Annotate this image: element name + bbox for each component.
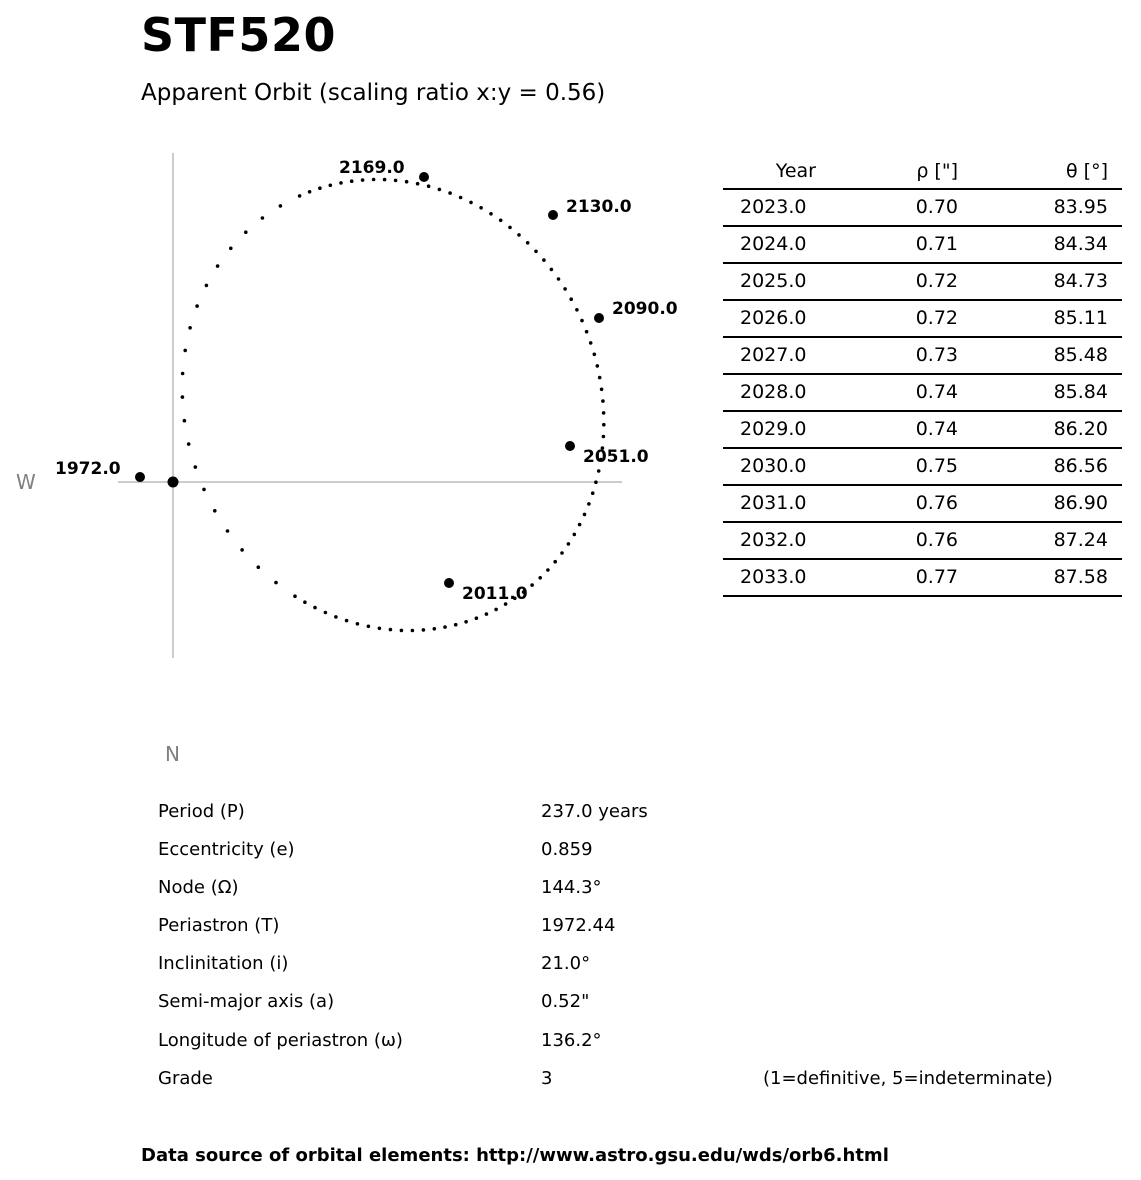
orbit-point [597,469,601,473]
epoch-marks [55,158,678,604]
orbit-dots [181,178,606,633]
orbit-point [494,608,498,612]
orbit-point [329,184,333,188]
orbit-point [538,576,542,580]
rho-cell: 0.77 [826,559,972,596]
orbit-point [394,179,398,183]
orbit-point [591,491,595,495]
rho-cell: 0.70 [826,189,972,226]
element-value: 144.3° [541,877,602,899]
element-value: 3 [541,1067,553,1089]
orbit-point [517,233,521,237]
orbit-point [318,186,322,190]
orbit-point [205,284,209,288]
orbit-point [183,419,187,423]
orbit-point [293,594,297,598]
table-row [723,411,1122,448]
theta-cell: 86.56 [972,448,1122,485]
epoch-point [419,172,429,182]
orbit-point [602,435,606,439]
year-cell: 2026.0 [723,300,826,337]
orbit-point [356,622,360,626]
orbit-point [187,442,191,446]
orbit-point [560,551,564,555]
orbit-point [350,179,354,183]
orbit-point [602,411,606,415]
rho-cell: 0.75 [826,448,972,485]
epoch-label: 2130.0 [566,197,632,217]
orbit-point [216,264,220,268]
orbit-point [578,523,582,527]
theta-cell: 83.95 [972,189,1122,226]
rho-cell: 0.71 [826,226,972,263]
ephemeris-body [723,189,1122,596]
orbit-point [459,196,463,200]
orbit-point [181,372,185,376]
orbit-point [427,184,431,188]
orbit-point [372,178,376,182]
theta-cell: 84.34 [972,226,1122,263]
theta-cell: 85.48 [972,337,1122,374]
orbit-point [594,480,598,484]
element-label: Periastron (T) [158,915,280,937]
orbit-point [303,600,307,604]
table-row [723,337,1122,374]
epoch-point [444,578,454,588]
orbit-point [188,326,192,330]
header-rho: ρ ["] [826,157,972,189]
year-cell: 2028.0 [723,374,826,411]
orbit-point [422,628,426,632]
element-label: Longitude of periastron (ω) [158,1029,403,1051]
orbit-point [589,341,593,345]
orbit-point [464,620,468,624]
epoch-point [135,472,145,482]
orbit-point [553,560,557,564]
orbit-point [596,364,600,368]
epoch-label: 2051.0 [583,447,649,467]
orbit-point [298,194,302,198]
orbit-point [469,201,473,205]
primary-star [168,477,179,488]
north-label: N [165,742,180,766]
orbit-point [308,190,312,194]
orbit-point [345,619,349,623]
ephemeris-table [723,157,1122,597]
orbit-point [183,349,187,353]
page-title: STF520 [141,8,336,62]
orbit-point [448,191,452,195]
orbit-point [443,625,447,629]
orbit-point [213,509,217,513]
rho-cell: 0.76 [826,522,972,559]
element-value: 0.859 [541,839,593,861]
page-subtitle: Apparent Orbit (scaling ratio x:y = 0.56) [141,80,606,106]
element-value: 0.52" [541,991,590,1013]
orbit-point [587,502,591,506]
orbit-point [601,399,605,403]
theta-cell: 85.84 [972,374,1122,411]
orbit-point [195,304,199,308]
orbit-point [274,581,278,585]
header-year: Year [723,157,826,189]
orbit-point [313,606,317,610]
orbit-point [324,611,328,615]
data-source: Data source of orbital elements: http://www.astro.gsu.edu/wds/orb6.html [141,1145,889,1166]
orbit-point [261,216,265,220]
theta-cell: 85.11 [972,300,1122,337]
theta-cell: 86.20 [972,411,1122,448]
table-row [723,448,1122,485]
theta-cell: 84.73 [972,263,1122,300]
orbit-point [383,178,387,182]
table-row [723,300,1122,337]
year-cell: 2024.0 [723,226,826,263]
orbit-point [361,178,365,182]
rho-cell: 0.76 [826,485,972,522]
orbit-point [600,388,604,392]
theta-cell: 86.90 [972,485,1122,522]
orbit-point [563,287,567,291]
orbit-point [573,533,577,537]
orbit-point [334,615,338,619]
orbit-point [339,181,343,185]
orbit-point [454,623,458,627]
orbit-point [244,230,248,234]
orbit-point [416,182,420,186]
orbit-point [229,247,233,251]
orbit-point [226,529,230,533]
element-label: Eccentricity (e) [158,839,295,861]
ephemeris-header-row [723,157,1122,189]
orbit-point [489,212,493,216]
orbit-point [593,353,597,357]
element-value: 237.0 years [541,801,648,822]
orbit-point [433,627,437,631]
epoch-label: 2090.0 [612,299,678,319]
epoch-label: 1972.0 [55,459,121,479]
orbit-point [598,376,602,380]
element-label: Node (Ω) [158,877,239,899]
element-label: Grade [158,1067,213,1089]
orbit-point [411,629,415,633]
orbit-point [202,488,206,492]
west-label: W [16,470,36,494]
epoch-label: 2011.0 [462,584,528,604]
table-row [723,522,1122,559]
orbit-point [181,395,185,399]
orbit-point [569,297,573,301]
header-theta: θ [°] [972,157,1122,189]
table-row [723,485,1122,522]
orbit-point [534,250,538,254]
orbit-point [240,548,244,552]
table-row [723,263,1122,300]
epoch-point [594,313,604,323]
orbit-point [585,330,589,334]
orbit-point [546,568,550,572]
year-cell: 2032.0 [723,522,826,559]
orbit-point [475,616,479,620]
year-cell: 2023.0 [723,189,826,226]
element-value: 1972.44 [541,915,616,937]
element-value: 136.2° [541,1029,602,1051]
rho-cell: 0.72 [826,263,972,300]
year-cell: 2029.0 [723,411,826,448]
orbit-point [479,206,483,210]
year-cell: 2027.0 [723,337,826,374]
epoch-label: 2169.0 [339,158,405,178]
element-value: 21.0° [541,953,591,975]
orbit-point [567,542,571,546]
table-row [723,189,1122,226]
year-cell: 2030.0 [723,448,826,485]
year-cell: 2031.0 [723,485,826,522]
orbit-point [575,308,579,312]
orbit-point [257,565,261,569]
epoch-point [548,210,558,220]
rho-cell: 0.73 [826,337,972,374]
element-label: Semi-major axis (a) [158,991,335,1013]
orbit-point [542,258,546,262]
orbit-point [194,465,198,469]
element-label: Inclinitation (i) [158,953,289,975]
rho-cell: 0.74 [826,411,972,448]
year-cell: 2025.0 [723,263,826,300]
orbit-point [389,628,393,632]
orbit-point [557,277,561,281]
orbit-point [526,241,530,245]
orbit-point [279,204,283,208]
table-row [723,226,1122,263]
orbit-point [580,319,584,323]
orbit-point [550,268,554,272]
rho-cell: 0.74 [826,374,972,411]
element-label: Period (P) [158,801,245,822]
orbit-point [400,629,404,633]
table-row [723,374,1122,411]
year-cell: 2033.0 [723,559,826,596]
orbit-point [499,219,503,223]
table-row [723,559,1122,596]
rho-cell: 0.72 [826,300,972,337]
orbit-point [583,513,587,517]
orbit-point [405,180,409,184]
element-note: (1=definitive, 5=indeterminate) [763,1067,1053,1089]
orbit-point [485,612,489,616]
epoch-point [565,441,575,451]
orbit-point [602,423,606,427]
orbit-point [378,627,382,631]
orbit-point [508,226,512,230]
orbit-point [438,188,442,192]
theta-cell: 87.58 [972,559,1122,596]
orbit-point [530,583,534,587]
theta-cell: 87.24 [972,522,1122,559]
orbit-point [367,625,371,629]
